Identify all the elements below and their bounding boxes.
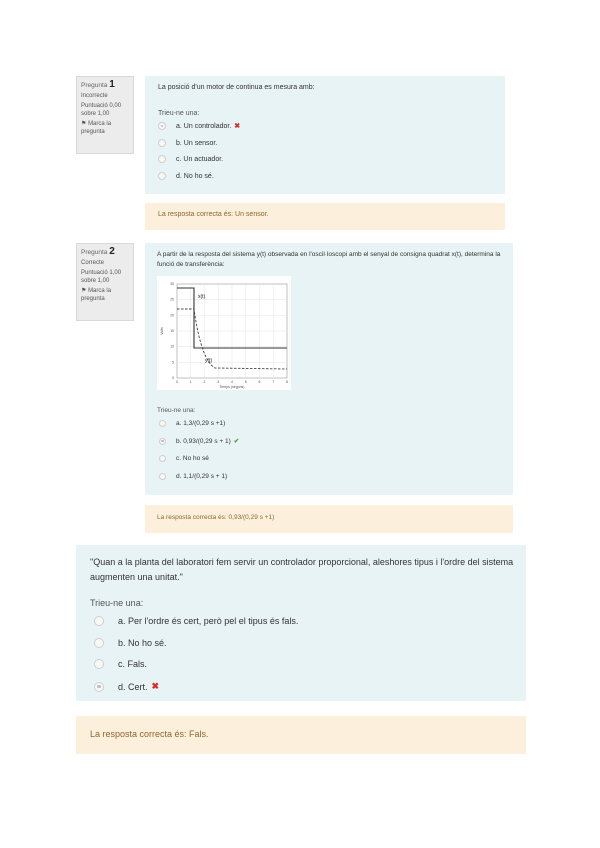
correct-check-icon: ✔ [233,438,240,445]
question-number: Pregunta 1 [81,79,115,90]
input-signal-label: x(t) [198,294,206,300]
question-1-content [145,76,505,194]
svg-text:4: 4 [231,380,233,384]
incorrect-icon: ✖ [234,123,241,130]
question-text: "Quan a la planta del laboratori fem servir un controlador proporcional, aleshores tipus i l'ordre del sistema augmenten una unitat." [90,557,514,582]
radio-button[interactable] [159,455,166,462]
answer-option-a[interactable]: a. Un controlador. ✖ [158,122,240,130]
prompt-text: Trieu-ne una: [90,598,144,608]
radio-button[interactable] [159,420,166,427]
question-2-info [76,243,134,321]
answer-option-c[interactable]: c. No ho sé [159,455,209,462]
svg-text:10: 10 [170,344,174,349]
question-1-info [76,76,134,154]
radio-button[interactable] [158,122,166,130]
answer-option-b[interactable]: b. Un sensor. [158,139,217,147]
question-2-content [145,243,513,495]
question-score: Puntuació 0,00 sobre 1,00 [81,103,122,117]
correct-answer-text: La resposta correcta és: 0,93/(0,29 s +1) [157,514,275,521]
output-signal-label: y(t) [205,358,213,364]
answer-option-c[interactable]: c. Fals. [94,659,147,669]
radio-button[interactable] [158,139,166,147]
prompt-text: Trieu-ne una: [157,407,196,414]
x-axis-label: Temps (segons) [219,385,245,389]
radio-button[interactable] [94,682,104,692]
answer-option-a[interactable]: a. 1,3/(0,29 s +1) [159,420,225,427]
flag-icon: ⚑ [81,121,87,127]
radio-button[interactable] [159,438,166,445]
svg-text:2: 2 [203,380,206,384]
svg-text:15: 15 [170,329,174,333]
answer-option-d[interactable]: d. No ho sé. [158,172,214,180]
question-1-feedback [145,203,505,230]
svg-text:6: 6 [258,380,261,384]
svg-text:5: 5 [172,360,174,365]
radio-button[interactable] [94,638,104,648]
radio-button[interactable] [94,616,104,626]
radio-button[interactable] [159,473,166,480]
svg-text:3: 3 [217,380,220,384]
answer-option-a[interactable]: a. Per l'ordre és cert, però pel el tipus és fals. [94,616,298,626]
incorrect-icon: ✖ [151,681,160,691]
question-3-content [76,545,526,701]
prompt-text: Trieu-ne una: [158,110,200,117]
radio-button[interactable] [158,155,166,163]
flag-question-link[interactable]: ⚑ Marca la pregunta [81,121,112,135]
question-3-feedback [76,716,526,754]
svg-text:0: 0 [176,380,178,384]
answer-option-d[interactable]: d. Cert. ✖ [94,681,159,692]
radio-button[interactable] [158,172,166,180]
correct-answer-text: La resposta correcta és: Un sensor. [158,211,269,218]
question-status: Incorrecte [81,93,108,99]
svg-text:7: 7 [272,380,275,384]
correct-answer-text: La resposta correcta és: Fals. [90,729,209,739]
svg-text:0: 0 [172,376,174,380]
answer-option-c[interactable]: c. Un actuador. [158,155,223,163]
question-2-feedback [145,505,513,533]
answer-option-b[interactable]: b. No ho sé. [94,638,167,648]
radio-button[interactable] [94,659,104,669]
svg-text:25: 25 [170,297,174,302]
flag-question-link[interactable]: ⚑ Marca la pregunta [81,288,112,302]
question-text: A partir de la resposta del sistema y(t) observada en l'oscil·loscopi amb el senyal de consigna quadrat x(t), determina la funció de transferència: [157,251,501,268]
svg-text:5: 5 [244,380,247,384]
svg-text:30: 30 [170,282,174,286]
question-status: Correcte [81,260,105,266]
answer-option-d[interactable]: d. 1,1/(0,29 s + 1) [159,473,227,480]
answer-option-b[interactable]: b. 0,93/(0,29 s + 1) ✔ [159,437,239,445]
question-text: La posició d'un motor de continua es mesura amb: [158,84,315,91]
oscilloscope-response-plot [157,276,291,390]
svg-text:20: 20 [170,313,174,318]
question-score: Puntuació 1,00 sobre 1,00 [81,270,122,284]
question-number: Pregunta 2 [81,246,115,257]
svg-text:1: 1 [189,380,192,384]
y-axis-label: Volts [160,327,164,335]
flag-icon: ⚑ [81,288,87,294]
svg-text:8: 8 [286,380,288,384]
